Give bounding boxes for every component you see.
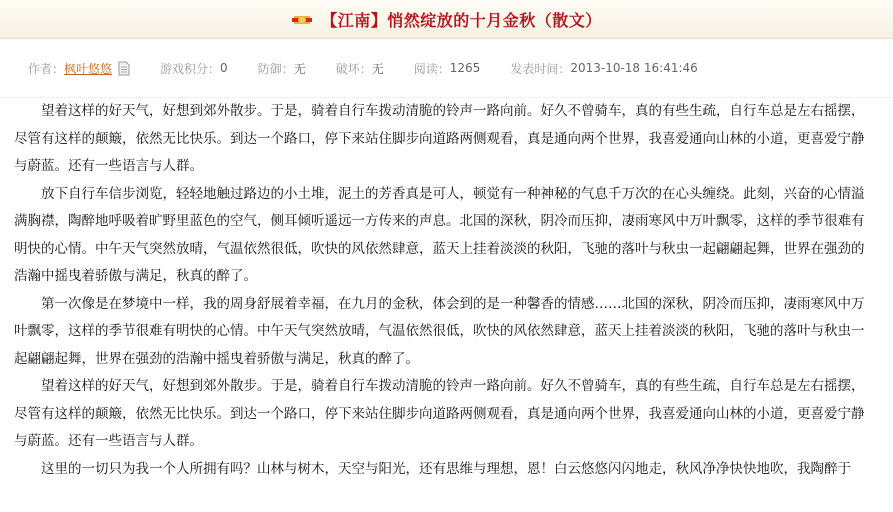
destroy-stat: [336, 60, 384, 77]
game-score: [160, 60, 228, 77]
article-meta: [0, 39, 893, 98]
book-emblem-icon: [291, 12, 313, 26]
author-info: [28, 60, 130, 77]
article-title: 【江南】悄然绽放的十月金秋（散文）: [321, 10, 602, 30]
reads-label: 阅读：: [413, 61, 450, 76]
defense-stat: [258, 60, 306, 77]
author-label: 作者：: [28, 61, 65, 76]
document-icon[interactable]: [118, 61, 130, 76]
paragraph: 第一次像是在梦境中一样，我的周身舒展着幸福，在九月的金秋，体会到的是一种馨香的情感……北国的深秋，阴冷而压抑，凄雨寒风中万叶飘零，这样的季节很难有明快的心情。中午天气突然放晴，气温依然很低，吹快的风依然肆意，蓝天上挂着淡淡的秋阳，飞驰的落叶与秋虫一起翩翩起舞，世界在强劲的浩瀚中摇曳着骄傲与满足，秋真的醉了。: [14, 295, 865, 367]
title-bar: [0, 0, 893, 39]
score-value: 0: [220, 61, 228, 75]
defense-value: 无: [293, 61, 306, 76]
time-label: 发表时间：: [510, 61, 571, 76]
paragraph: 望着这样的好天气，好想到郊外散步。于是，骑着自行车拨动清脆的铃声一路向前。好久不曾骑车，真的有些生疏，自行车总是左右摇摆，尽管有这样的颠簸，依然无比快乐。到达一个路口，停下来站住脚步向道路两侧观看，真是通向两个世界，我喜爱通向山林的小道，更喜爱宁静与蔚蓝。还有一些语言与人群。: [14, 378, 865, 449]
read-count: [414, 60, 481, 77]
paragraph: 望着这样的好天气，好想到郊外散步。于是，骑着自行车拨动清脆的铃声一路向前。好久不曾骑车，真的有些生疏，自行车总是左右摇摆，尽管有这样的颠簸，依然无比快乐。到达一个路口，停下来站住脚步向道路两侧观看，真是通向两个世界，我喜爱通向山林的小道，更喜爱宁静与蔚蓝。还有一些语言与人群。: [14, 103, 865, 174]
paragraph: 放下自行车信步浏览，轻轻地触过路边的小土堆，泥土的芳香真是可人，顿觉有一种神秘的气息千万次的在心头缠绕。此刻，兴奋的心情溢满胸襟，陶醉地呼吸着旷野里蓝色的空气，侧耳倾听遥远一方传来的声息。北国的深秋，阴冷而压抑，凄雨寒风中万叶飘零，这样的季节很难有明快的心情。中午天气突然放晴，气温依然很低，吹快的风依然肆意，蓝天上挂着淡淡的秋阳，飞驰的落叶与秋虫一起翩翩起舞，世界在强劲的浩瀚中摇曳着骄傲与满足，秋真的醉了。: [14, 185, 865, 284]
author-link[interactable]: 枫叶悠悠: [64, 61, 113, 76]
paragraph: 这里的一切只为我一个人所拥有吗？山林与树木，天空与阳光，还有思维与理想，恩！白云悠悠闪闪地走，秋风净净快快地吹，我陶醉于: [41, 460, 851, 477]
defense-label: 防御：: [257, 61, 294, 76]
publish-time: [510, 60, 697, 77]
reads-value: 1265: [449, 61, 481, 75]
destroy-value: 无: [371, 61, 384, 76]
time-value: 2013-10-18 16:41:46: [570, 61, 698, 75]
destroy-label: 破坏：: [335, 61, 372, 76]
article-body: [0, 98, 893, 483]
score-label: 游戏积分：: [160, 61, 221, 76]
